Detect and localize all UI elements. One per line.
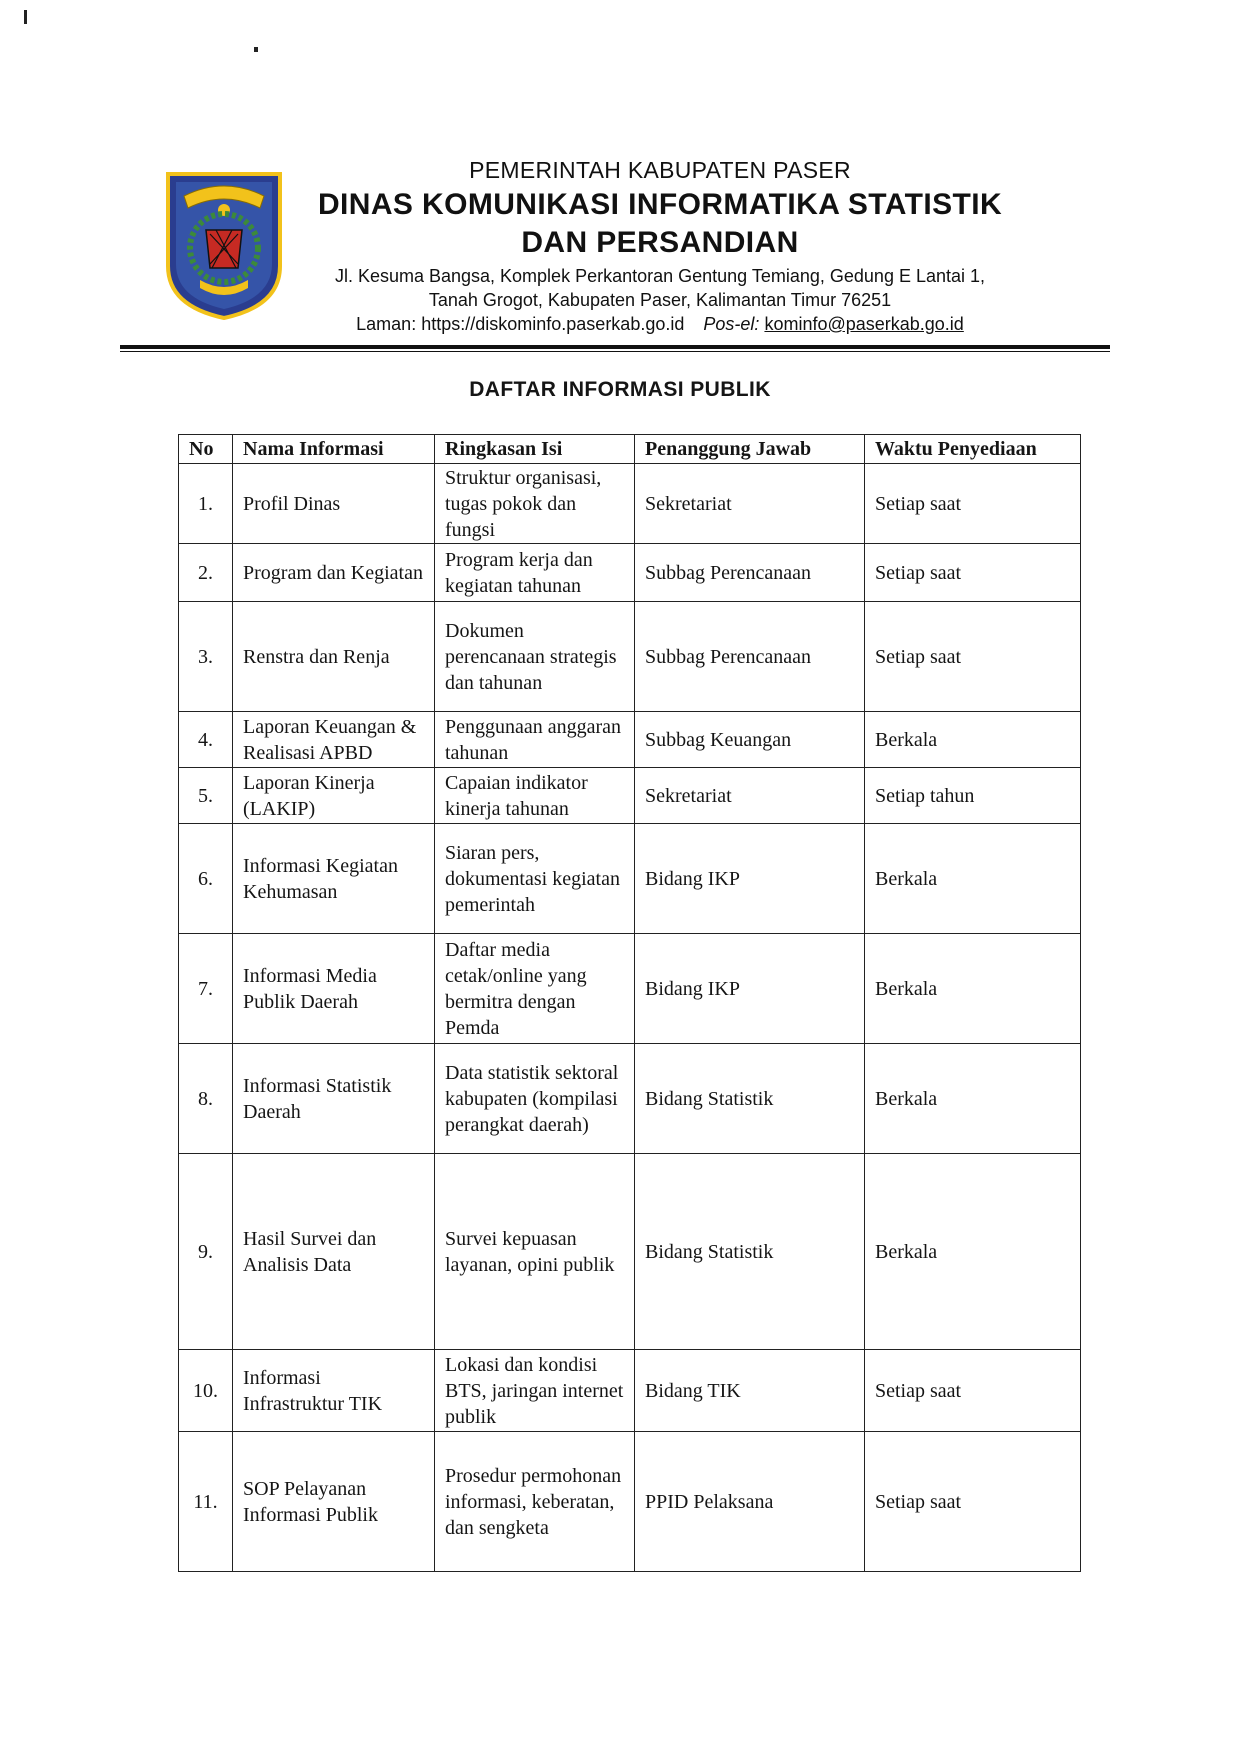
cell-nama: Laporan Kinerja (LAKIP) [233,768,435,824]
email-label: Pos-el: [703,314,760,334]
agency-name [310,186,1010,262]
public-information-table [178,434,1081,1572]
header-no: No [179,435,233,464]
government-name: PEMERINTAH KABUPATEN PASER [469,157,851,183]
address-line1: Jl. Kesuma Bangsa, Komplek Perkantoran Gentung Temiang, Gedung E Lantai 1, [334,266,986,286]
cell-no: 5. [179,768,233,824]
cell-no: 8. [179,1044,233,1154]
letterhead-divider-thin [120,351,1110,352]
agency-name-line2: DAN PERSANDIAN [521,226,799,259]
agency-name-line1: DINAS KOMUNIKASI INFORMATIKA STATISTIK [317,188,1003,221]
address-line2: Tanah Grogot, Kabupaten Paser, Kalimantan Timur 76251 [428,290,892,310]
table-row [179,768,1081,824]
cell-no: 3. [179,602,233,712]
cell-penanggung: Subbag Perencanaan [635,544,865,602]
cell-ringkasan: Capaian indikator kinerja tahunan [435,768,635,824]
cell-no: 2. [179,544,233,602]
cell-penanggung: Sekretariat [635,768,865,824]
cell-waktu: Setiap saat [865,602,1081,712]
header-waktu-penyediaan: Waktu Penyediaan [865,435,1081,464]
letterhead [0,0,1240,350]
cell-penanggung: Subbag Keuangan [635,712,865,768]
document-title: DAFTAR INFORMASI PUBLIK [469,378,771,401]
cell-penanggung: Bidang Statistik [635,1044,865,1154]
cell-ringkasan: Siaran pers, dokumentasi kegiatan pemerintah [435,824,635,934]
cell-nama: Program dan Kegiatan [233,544,435,602]
cell-no: 1. [179,464,233,544]
cell-no: 6. [179,824,233,934]
cell-ringkasan: Dokumen perencanaan strategis dan tahunan [435,602,635,712]
header-penanggung-jawab: Penanggung Jawab [635,435,865,464]
cell-ringkasan: Lokasi dan kondisi BTS, jaringan internet publik [435,1350,635,1432]
paser-regency-coat-of-arms-icon [164,168,284,322]
cell-waktu: Setiap saat [865,544,1081,602]
website-label: Laman: [356,314,417,334]
cell-ringkasan: Program kerja dan kegiatan tahunan [435,544,635,602]
table-row [179,1044,1081,1154]
contact-line [310,312,1010,336]
cell-waktu: Berkala [865,712,1081,768]
cell-nama: Hasil Survei dan Analisis Data [233,1154,435,1350]
cell-ringkasan: Daftar media cetak/online yang bermitra dengan Pemda [435,934,635,1044]
table-row [179,464,1081,544]
cell-no: 9. [179,1154,233,1350]
cell-penanggung: Bidang IKP [635,934,865,1044]
cell-waktu: Berkala [865,934,1081,1044]
cell-nama: Informasi Infrastruktur TIK [233,1350,435,1432]
cell-waktu: Berkala [865,1154,1081,1350]
email-link[interactable]: kominfo@paserkab.go.id [764,314,964,334]
cell-nama: Informasi Kegiatan Kehumasan [233,824,435,934]
cell-no: 10. [179,1350,233,1432]
cell-nama: Profil Dinas [233,464,435,544]
cell-penanggung: Bidang IKP [635,824,865,934]
table-row [179,1350,1081,1432]
cell-nama: Renstra dan Renja [233,602,435,712]
cell-no: 4. [179,712,233,768]
table-row [179,1432,1081,1572]
cell-ringkasan: Penggunaan anggaran tahunan [435,712,635,768]
cell-ringkasan: Struktur organisasi, tugas pokok dan fungsi [435,464,635,544]
cell-waktu: Berkala [865,1044,1081,1154]
table-row [179,602,1081,712]
agency-address [310,264,1010,336]
table-row [179,544,1081,602]
cell-ringkasan: Data statistik sektoral kabupaten (kompilasi perangkat daerah) [435,1044,635,1154]
table-header-row [179,435,1081,464]
cell-nama: Informasi Media Publik Daerah [233,934,435,1044]
letterhead-divider-thick [120,345,1110,349]
header-ringkasan-isi: Ringkasan Isi [435,435,635,464]
cell-penanggung: Bidang Statistik [635,1154,865,1350]
cell-penanggung: PPID Pelaksana [635,1432,865,1572]
cell-no: 7. [179,934,233,1044]
cell-ringkasan: Survei kepuasan layanan, opini publik [435,1154,635,1350]
table-row [179,824,1081,934]
table-row [179,712,1081,768]
cell-penanggung: Bidang TIK [635,1350,865,1432]
cell-nama: Informasi Statistik Daerah [233,1044,435,1154]
table-row [179,1154,1081,1350]
cell-penanggung: Sekretariat [635,464,865,544]
website-link[interactable]: https://diskominfo.paserkab.go.id [421,314,685,334]
cell-no: 11. [179,1432,233,1572]
cell-waktu: Setiap saat [865,1432,1081,1572]
cell-nama: Laporan Keuangan & Realisasi APBD [233,712,435,768]
cell-penanggung: Subbag Perencanaan [635,602,865,712]
header-nama-informasi: Nama Informasi [233,435,435,464]
cell-nama: SOP Pelayanan Informasi Publik [233,1432,435,1572]
cell-waktu: Berkala [865,824,1081,934]
table-row [179,934,1081,1044]
cell-ringkasan: Prosedur permohonan informasi, keberatan, dan sengketa [435,1432,635,1572]
cell-waktu: Setiap tahun [865,768,1081,824]
cell-waktu: Setiap saat [865,1350,1081,1432]
cell-waktu: Setiap saat [865,464,1081,544]
